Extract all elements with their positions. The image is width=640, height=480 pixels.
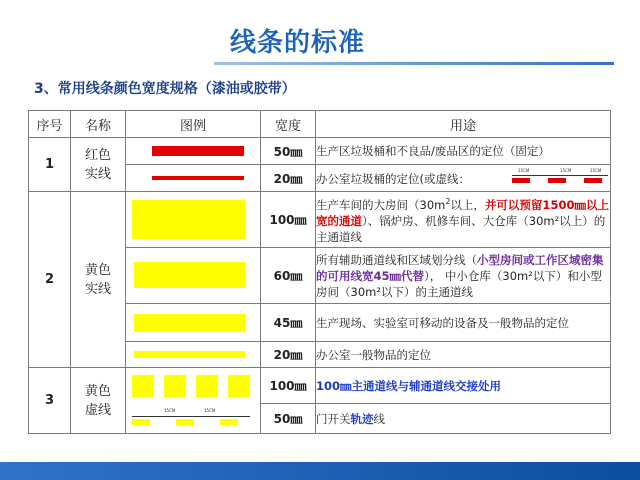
width-value: 100㎜ [261,368,316,404]
group-index: 3 [29,368,71,434]
group-name-text: 黄色实线 [84,262,111,297]
mini-label: 15CM [590,168,602,173]
header-name: 名称 [71,111,126,138]
mini-label: 15CM [204,407,216,413]
legend-cell [126,138,261,165]
legend-cell [126,368,261,434]
yellow-dash-segment [196,375,218,397]
section-subtitle: 3、常用线条颜色宽度规格（漆油或胶带） [34,81,296,97]
group-index: 2 [29,192,71,368]
table-row [29,138,611,165]
usage-text: 办公室垃圾桶的定位(或虚线： [316,172,470,186]
yellow-line-20-swatch [134,351,245,358]
table-row [29,368,611,404]
yellow-dash-small [132,419,150,425]
usage-highlight: 小型房间或工作区域密集的可用线宽45㎜代替 [316,252,604,283]
slide-title: 线条的标准 [230,28,366,58]
mini-tick [512,175,608,176]
usage-text: 生产车间的大房间（30m [316,197,446,212]
width-value: 50㎜ [261,138,316,165]
usage-text: 办公室一般物品的定位 [316,342,611,368]
table-header-row [29,111,611,138]
usage-text: ）、锅炉房、机修车间、大仓库（30m²以上）的主通道线 [316,213,606,244]
usage-cell [316,165,611,192]
yellow-line-100-swatch [132,200,245,239]
yellow-dash-segment [228,375,250,397]
legend-cell [126,192,261,248]
group-index: 1 [29,138,71,192]
group-name-text: 红色实线 [84,147,111,182]
mini-tick [132,416,250,417]
group-name-text: 黄色虚线 [84,383,111,418]
mini-label: 15CM [518,168,530,173]
yellow-dash-small [176,419,194,425]
header-width: 宽度 [261,111,316,138]
usage-sup: 2 [445,197,451,207]
group-name [71,192,126,368]
yellow-line-45-swatch [134,314,245,332]
width-value: 20㎜ [261,342,316,368]
usage-text: 生产现场、实验室可移动的设备及一般物品的定位 [316,304,611,342]
usage-text: 以上， [450,197,485,212]
mini-label: 15CM [164,407,176,413]
usage-cell [316,192,611,248]
usage-highlight: 并可以预留1500㎜以上宽的通道 [316,197,609,228]
footer-bar [0,462,640,480]
yellow-dash-segment [164,375,186,397]
width-value: 20㎜ [261,165,316,192]
usage-highlight: 轨迹 [350,411,374,426]
usage-cell [316,404,611,434]
usage-text: 门开关 [316,411,351,426]
usage-cell [316,248,611,304]
width-value: 60㎜ [261,248,316,304]
legend-cell [126,342,261,368]
header-legend: 图例 [126,111,261,138]
header-index: 序号 [29,111,71,138]
group-name [71,138,126,192]
mini-label: 15CM [560,168,572,173]
table-row [29,192,611,248]
red-line-50-swatch [152,146,244,156]
red-line-20-swatch [152,176,244,180]
usage-text: 生产区垃圾桶和不良品/废品区的定位（固定） [316,138,611,165]
mini-red-dash [584,178,602,183]
line-spec-table [28,110,611,434]
usage-text: ）， 中小仓库（30m²以下）和小型房间（30m²以下）的主通道线 [316,268,602,299]
group-name [71,368,126,434]
header-usage: 用途 [316,111,611,138]
dashed-line-mini-diagram [512,167,608,189]
width-value: 45㎜ [261,304,316,342]
mini-red-dash [548,178,566,183]
legend-cell [126,165,261,192]
width-value: 50㎜ [261,404,316,434]
legend-cell [126,304,261,342]
title-underline [214,62,614,65]
width-value: 100㎜ [261,192,316,248]
usage-highlight: 100㎜主通道线与辅通道线交接处用 [316,368,611,404]
usage-text: 所有辅助通道线和区域划分线（ [316,252,477,267]
yellow-line-60-swatch [134,262,245,288]
mini-red-dash [512,178,530,183]
legend-cell [126,248,261,304]
usage-text: 线 [373,411,385,426]
yellow-dash-small [220,419,238,425]
yellow-dash-segment [132,375,154,397]
